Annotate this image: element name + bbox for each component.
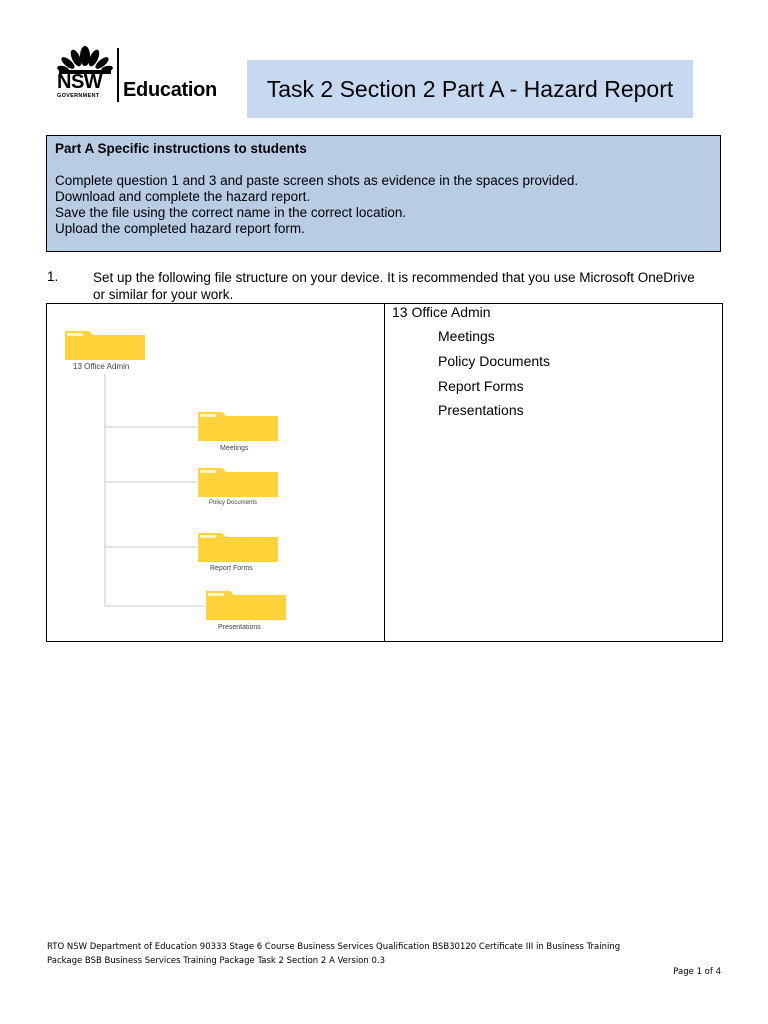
footer-line: RTO NSW Department of Education 90333 Stage 6 Course Business Services Qualification BSB30120 Certificate III in Business Training xyxy=(47,942,621,952)
folder-icon xyxy=(198,468,278,497)
folder-tree-svg xyxy=(47,304,384,641)
question-number: 1. xyxy=(47,269,59,284)
tree-connectors xyxy=(105,374,205,606)
logo-nsw-text: NSW xyxy=(57,71,103,93)
page-title-text: Task 2 Section 2 Part A - Hazard Report xyxy=(266,75,674,102)
instruction-line: Save the file using the correct name in the correct location. xyxy=(55,205,407,220)
folder-icon xyxy=(65,331,145,360)
file-structure-table xyxy=(46,303,723,642)
list-root-item: 13 Office Admin xyxy=(392,304,491,320)
folder-icon xyxy=(198,533,278,562)
logo-education-text: Education xyxy=(123,79,217,101)
list-item: Meetings xyxy=(438,328,495,344)
diagram-folder-label: Policy Documents xyxy=(209,500,258,506)
page-number: Page 1 of 4 xyxy=(673,967,721,977)
instruction-line: Download and complete the hazard report. xyxy=(55,189,311,204)
table-column-divider xyxy=(384,304,385,641)
question-text: Set up the following file structure on your device. It is recommended that you use Microsoft OneDrive or similar for your work. xyxy=(93,270,695,302)
folder-tree-diagram xyxy=(47,304,384,641)
logo-divider xyxy=(117,48,119,102)
instructions-heading: Part A Specific instructions to students xyxy=(55,141,307,156)
diagram-root-label: 13 Office Admin xyxy=(73,362,130,371)
diagram-folder-label: Presentations xyxy=(218,624,261,631)
footer-line: Package BSB Business Services Training Package Task 2 Section 2 A Version 0.3 xyxy=(47,956,385,966)
list-item: Policy Documents xyxy=(438,353,551,369)
nsw-education-logo xyxy=(55,44,225,104)
waratah-icon xyxy=(57,44,113,74)
diagram-folder-label: Meetings xyxy=(220,445,249,452)
diagram-folder-label: Report Forms xyxy=(210,565,253,572)
folder-icon xyxy=(198,412,278,441)
logo-government-text: GOVERNMENT xyxy=(57,93,100,99)
folder-icon xyxy=(206,591,286,620)
instructions-box xyxy=(46,135,721,252)
list-item: Presentations xyxy=(438,402,524,418)
page-title xyxy=(247,60,693,118)
list-item: Report Forms xyxy=(438,378,524,394)
instruction-line: Upload the completed hazard report form. xyxy=(55,221,305,236)
instruction-line: Complete question 1 and 3 and paste screen shots as evidence in the spaces provided. xyxy=(55,173,579,188)
